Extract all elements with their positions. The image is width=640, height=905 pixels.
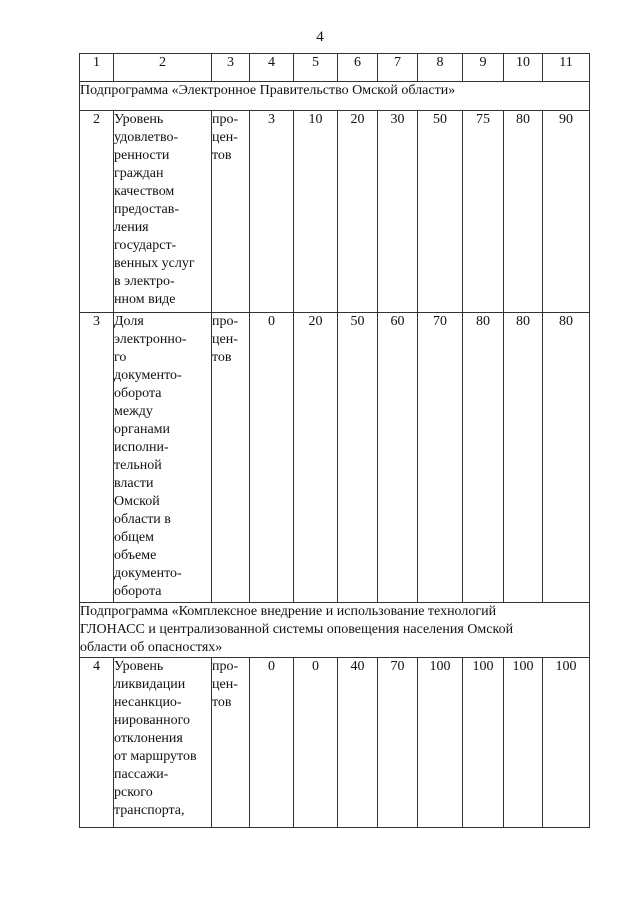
header-cell: 10: [504, 54, 543, 82]
value-cell: 20: [294, 313, 338, 603]
header-cell: 2: [114, 54, 212, 82]
indicator-name: Доля электронно- го документо- оборота между органами исполни- тельной власти Омской области в общем объеме документо- оборота: [114, 313, 212, 603]
value-cell: 70: [418, 313, 463, 603]
header-cell: 1: [80, 54, 114, 82]
indicator-name: Уровень ликвидации несанкцио- нированного отклонения от маршрутов пассажи- рского транспорта,: [114, 658, 212, 828]
value-cell: 100: [543, 658, 590, 828]
unit: про- цен- тов: [212, 313, 250, 603]
header-cell: 4: [250, 54, 294, 82]
value-cell: 60: [378, 313, 418, 603]
value-cell: 80: [463, 313, 504, 603]
value-cell: 30: [378, 111, 418, 313]
value-cell: 20: [338, 111, 378, 313]
value-cell: 100: [463, 658, 504, 828]
value-cell: 80: [543, 313, 590, 603]
page-number: 4: [316, 29, 324, 45]
value-cell: 0: [250, 658, 294, 828]
row-number: 4: [80, 658, 114, 828]
table-row: [80, 111, 590, 313]
value-cell: 100: [418, 658, 463, 828]
unit: про- цен- тов: [212, 658, 250, 828]
subprogram-title: Подпрограмма «Электронное Правительство Омской области»: [80, 82, 590, 111]
indicator-name: Уровень удовлетво- ренности граждан качеством предостав- ления государст- венных услуг в электро- нном виде: [114, 111, 212, 313]
header-cell: 6: [338, 54, 378, 82]
header-cell: 11: [543, 54, 590, 82]
value-cell: 90: [543, 111, 590, 313]
header-cell: 9: [463, 54, 504, 82]
subprogram-row: [80, 82, 590, 111]
value-cell: 75: [463, 111, 504, 313]
header-cell: 8: [418, 54, 463, 82]
value-cell: 40: [338, 658, 378, 828]
header-cell: 3: [212, 54, 250, 82]
table-row: [80, 658, 590, 828]
table-row: [80, 313, 590, 603]
value-cell: 100: [504, 658, 543, 828]
subprogram-row: [80, 603, 590, 658]
header-row: [80, 54, 590, 82]
value-cell: 80: [504, 111, 543, 313]
row-number: 3: [80, 313, 114, 603]
row-number: 2: [80, 111, 114, 313]
value-cell: 50: [338, 313, 378, 603]
value-cell: 3: [250, 111, 294, 313]
header-cell: 5: [294, 54, 338, 82]
value-cell: 80: [504, 313, 543, 603]
value-cell: 0: [294, 658, 338, 828]
value-cell: 50: [418, 111, 463, 313]
value-cell: 70: [378, 658, 418, 828]
header-cell: 7: [378, 54, 418, 82]
subprogram-title: Подпрограмма «Комплексное внедрение и использование технологий ГЛОНАСС и централизованной системы оповещения населения Омской области об опасностях»: [80, 603, 590, 658]
indicators-table: [79, 53, 590, 828]
unit: про- цен- тов: [212, 111, 250, 313]
value-cell: 10: [294, 111, 338, 313]
value-cell: 0: [250, 313, 294, 603]
